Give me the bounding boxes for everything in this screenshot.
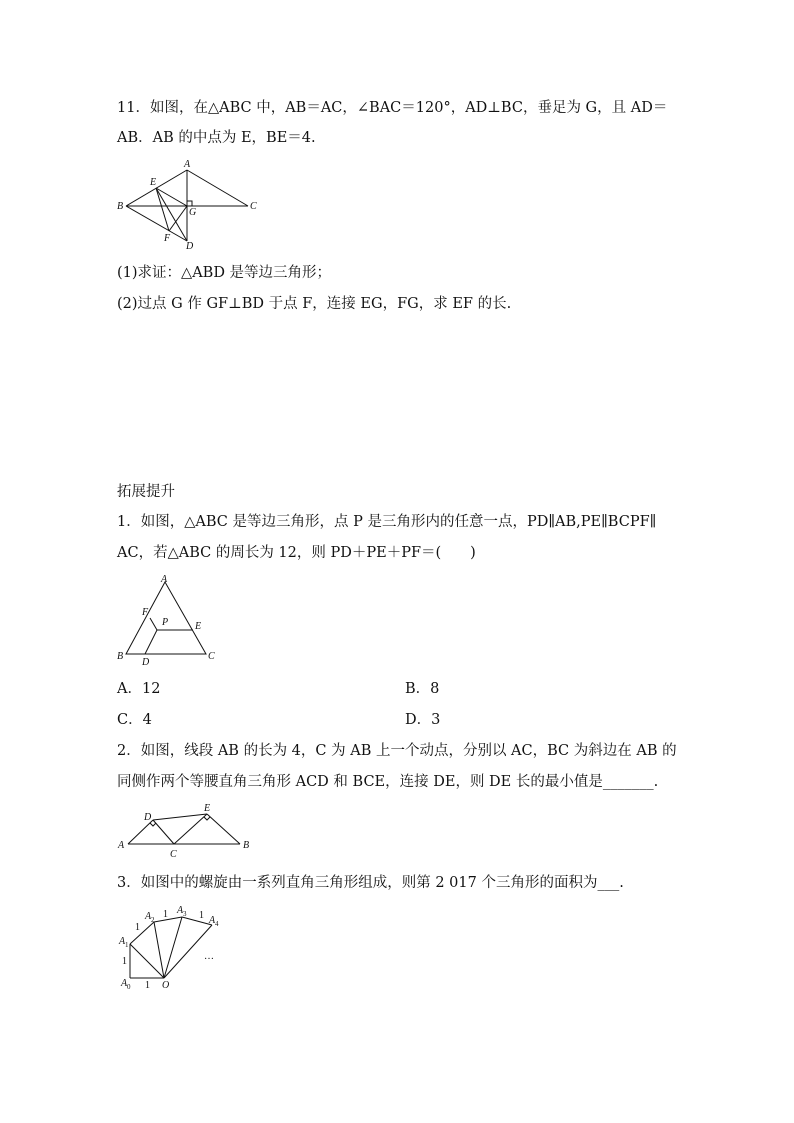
label-O: O [162,980,170,991]
seg-DE [153,814,207,820]
seg-AC [187,170,248,206]
q11-line1: 11．如图，在△ABC 中，AB＝AC，∠BAC＝120°，AD⊥BC，垂足为 G，且 AD＝ [117,100,668,116]
seg-A1-A2 [130,922,154,944]
label-B: B [117,201,124,212]
label-B: B [117,651,124,662]
label-E: E [150,177,157,188]
label-seg-1-bottom: 1 [145,980,150,991]
label-seg-1-a1a2: 1 [135,922,140,933]
q11-part2: (2)过点 G 作 GF⊥BD 于点 F，连接 EG，FG，求 EF 的长. [117,296,512,312]
label-A1-sub: 1 [125,941,129,949]
label-F: F [164,233,171,244]
p1-line1: 1．如图，△ABC 是等边三角形，点 P 是三角形内的任意一点，PD∥AB,PE∥BCPF∥ [117,514,657,530]
seg-A3-A4 [182,917,212,925]
label-F: F [142,607,149,618]
label-P: P [162,617,169,628]
label-A2-sub: 2 [151,916,155,924]
seg-PD [145,630,157,654]
label-E: E [195,621,202,632]
label-E: E [204,803,211,814]
label-A: A [161,574,168,585]
seg-BD [126,206,187,241]
p2-line2: 同侧作两个等腰直角三角形 ACD 和 BCE，连接 DE，则 DE 长的最小值是_______. [117,774,659,790]
q11-part1: (1)求证：△ABD 是等边三角形； [117,265,332,281]
label-C: C [170,849,177,860]
right-angle-mark-E [204,817,210,820]
p1-line2: AC，若△ABC 的周长为 12，则 PD＋PE＋PF＝( ) [117,545,476,561]
p1-option-b[interactable]: B．8 [405,681,440,697]
p1-option-a[interactable]: A．12 [117,681,161,697]
label-A1: A [119,936,126,947]
label-A3: A [177,905,184,916]
label-C: C [250,201,257,212]
label-D: D [186,241,194,251]
seg-DC [153,820,174,844]
p2-line1: 2．如图，线段 AB 的长为 4，C 为 AB 上一个动点，分别以 AC，BC 为斜边在 AB 的 [117,743,677,759]
p2-figure [114,800,264,862]
label-seg-1-a2a3: 1 [163,909,168,920]
seg-FG [169,206,187,231]
label-A4: A [209,915,216,926]
seg-A2-A3 [154,917,182,922]
seg-PF [150,618,157,630]
q11-line2: AB．AB 的中点为 E，BE＝4. [117,130,316,146]
right-angle-mark [187,201,192,206]
right-angle-mark-D [150,823,156,826]
seg-EB [207,814,240,844]
label-B: B [243,840,250,851]
p1-option-c[interactable]: C．4 [117,712,152,728]
label-A2: A [145,911,152,922]
label-A0: A [121,978,128,989]
label-C: C [208,651,215,662]
label-D: D [144,812,152,823]
p1-figure [114,572,224,668]
seg-A3-O [164,917,182,978]
seg-ED [156,188,187,241]
seg-CE [174,814,207,844]
seg-AD [128,820,153,844]
label-G: G [189,207,197,218]
label-D: D [142,657,150,668]
q11-figure [112,156,262,251]
label-A: A [184,159,191,170]
section-title: 拓展提升 [117,484,175,500]
p3-figure [114,900,234,992]
p3-line1: 3．如图中的螺旋由一系列直角三角形组成，则第 2 017 个三角形的面积为___. [117,875,624,891]
label-A3-sub: 3 [183,910,187,918]
label-A0-sub: 0 [127,983,131,991]
label-A4-sub: 4 [215,920,219,928]
ellipsis: … [204,951,214,962]
label-A: A [118,840,125,851]
label-seg-1-left: 1 [122,956,127,967]
label-seg-1-a3a4: 1 [199,910,204,921]
p1-option-d[interactable]: D．3 [405,712,441,728]
